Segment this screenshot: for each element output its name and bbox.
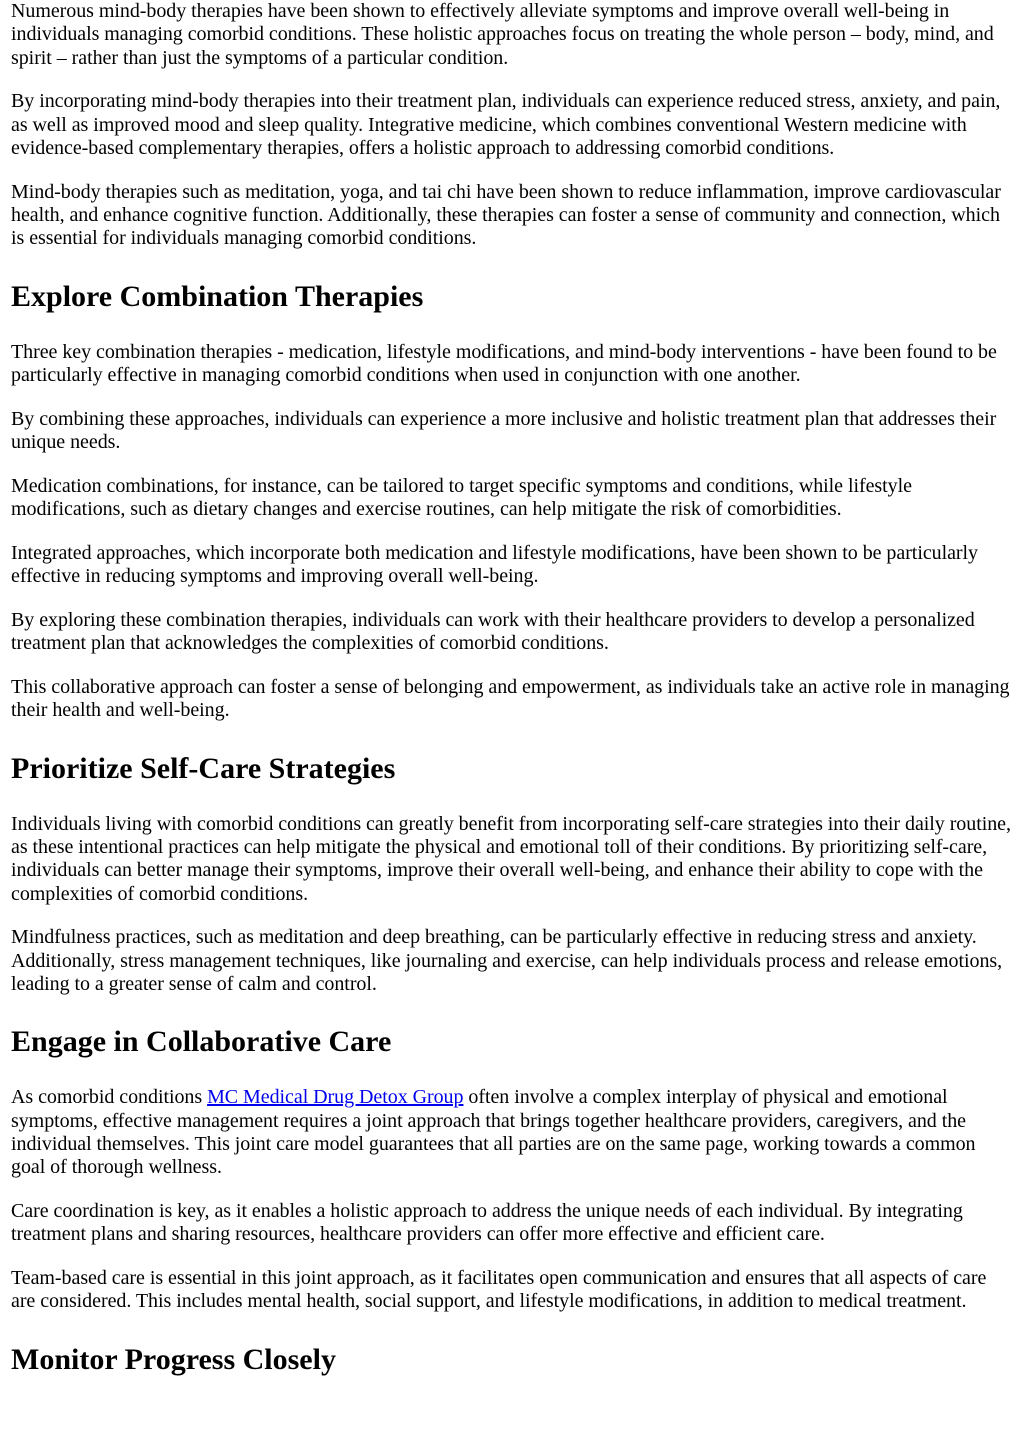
- heading-combination-therapies: Explore Combination Therapies: [11, 279, 424, 313]
- collab-paragraph-1: [11, 1086, 1014, 1179]
- selfcare-paragraph-1: Individuals living with comorbid conditions can greatly benefit from incorporating self-care strategies into their daily routine, as these intentional practices can help mitigate the physical and emotional toll of their conditions. By prioritizing self-care, individuals can better manage their symptoms, improve their overall well-being, and enhance their ability to cope with the complexities of comorbid conditions.: [11, 812, 1011, 905]
- combination-paragraph-4: Integrated approaches, which incorporate both medication and lifestyle modifications, have been shown to be particularly effective in reducing symptoms and improving overall well-being.: [11, 541, 978, 588]
- combination-paragraph-5: By exploring these combination therapies, individuals can work with their healthcare providers to develop a personalized treatment plan that acknowledges the complexities of comorbid conditions.: [11, 609, 975, 655]
- collab-paragraph-2: Care coordination is key, as it enables a holistic approach to address the unique needs of each individual. By integrating treatment plans and sharing resources, healthcare providers can offer more effective and efficient care.: [11, 1200, 963, 1246]
- combination-paragraph-1: Three key combination therapies - medication, lifestyle modifications, and mind-body interventions - have been found to be particularly effective in managing comorbid conditions when used in conjunction with one another.: [11, 340, 997, 386]
- mc-medical-drug-detox-group-link[interactable]: MC Medical Drug Detox Group: [207, 1086, 464, 1109]
- selfcare-paragraph-2: Mindfulness practices, such as meditation and deep breathing, can be particularly effective in reducing stress and anxiety. Additionally, stress management techniques, like journaling and exercise, can help individuals process and release emotions, leading to a greater sense of calm and control.: [11, 926, 1003, 996]
- heading-collaborative-care: Engage in Collaborative Care: [11, 1025, 392, 1059]
- heading-self-care: Prioritize Self-Care Strategies: [11, 751, 396, 785]
- combination-paragraph-3: Medication combinations, for instance, can be tailored to target specific symptoms and conditions, while lifestyle modifications, such as dietary changes and exercise routines, can help mitigate the risk of comorbidities.: [11, 474, 912, 521]
- collab-paragraph-3: Team-based care is essential in this joint approach, as it facilitates open communication and ensures that all aspects of care are considered. This includes mental health, social support, and lifestyle modifications, in addition to medical treatment.: [11, 1267, 987, 1313]
- combination-paragraph-2: By combining these approaches, individuals can experience a more inclusive and holistic treatment plan that addresses their unique needs.: [11, 407, 997, 454]
- heading-monitor-progress: Monitor Progress Closely: [11, 1342, 336, 1376]
- collab-paragraph-1-before: As comorbid conditions: [11, 1086, 208, 1109]
- intro-paragraph-3: Mind-body therapies such as meditation, yoga, and tai chi have been shown to reduce inflammation, improve cardiovascular health, and enhance cognitive function. Additionally, these therapies can foster a sense of community and connection, which is essential for individuals managing comorbid conditions.: [11, 180, 1001, 250]
- combination-paragraph-6: This collaborative approach can foster a sense of belonging and empowerment, as individuals take an active role in managing their health and well-being.: [11, 676, 1010, 722]
- intro-paragraph-2: By incorporating mind-body therapies into their treatment plan, individuals can experience reduced stress, anxiety, and pain, as well as improved mood and sleep quality. Integrative medicine, which combines conventional Western medicine with evidence-based complementary therapies, offers a holistic approach to addressing comorbid conditions.: [11, 90, 1001, 159]
- intro-paragraph-1: Numerous mind-body therapies have been shown to effectively alleviate symptoms and improve overall well-being in individuals managing comorbid conditions. These holistic approaches focus on treating the whole person – body, mind, and spirit – rather than just the symptoms of a particular condition.: [11, 0, 994, 69]
- collab-paragraph-1-after: often involve a complex interplay of physical and emotional symptoms, effective management requires a joint approach that brings together healthcare providers, caregivers, and the individual themselves. This joint care model guarantees that all parties are on the same page, working towards a common goal of thorough wellness.: [11, 1086, 976, 1179]
